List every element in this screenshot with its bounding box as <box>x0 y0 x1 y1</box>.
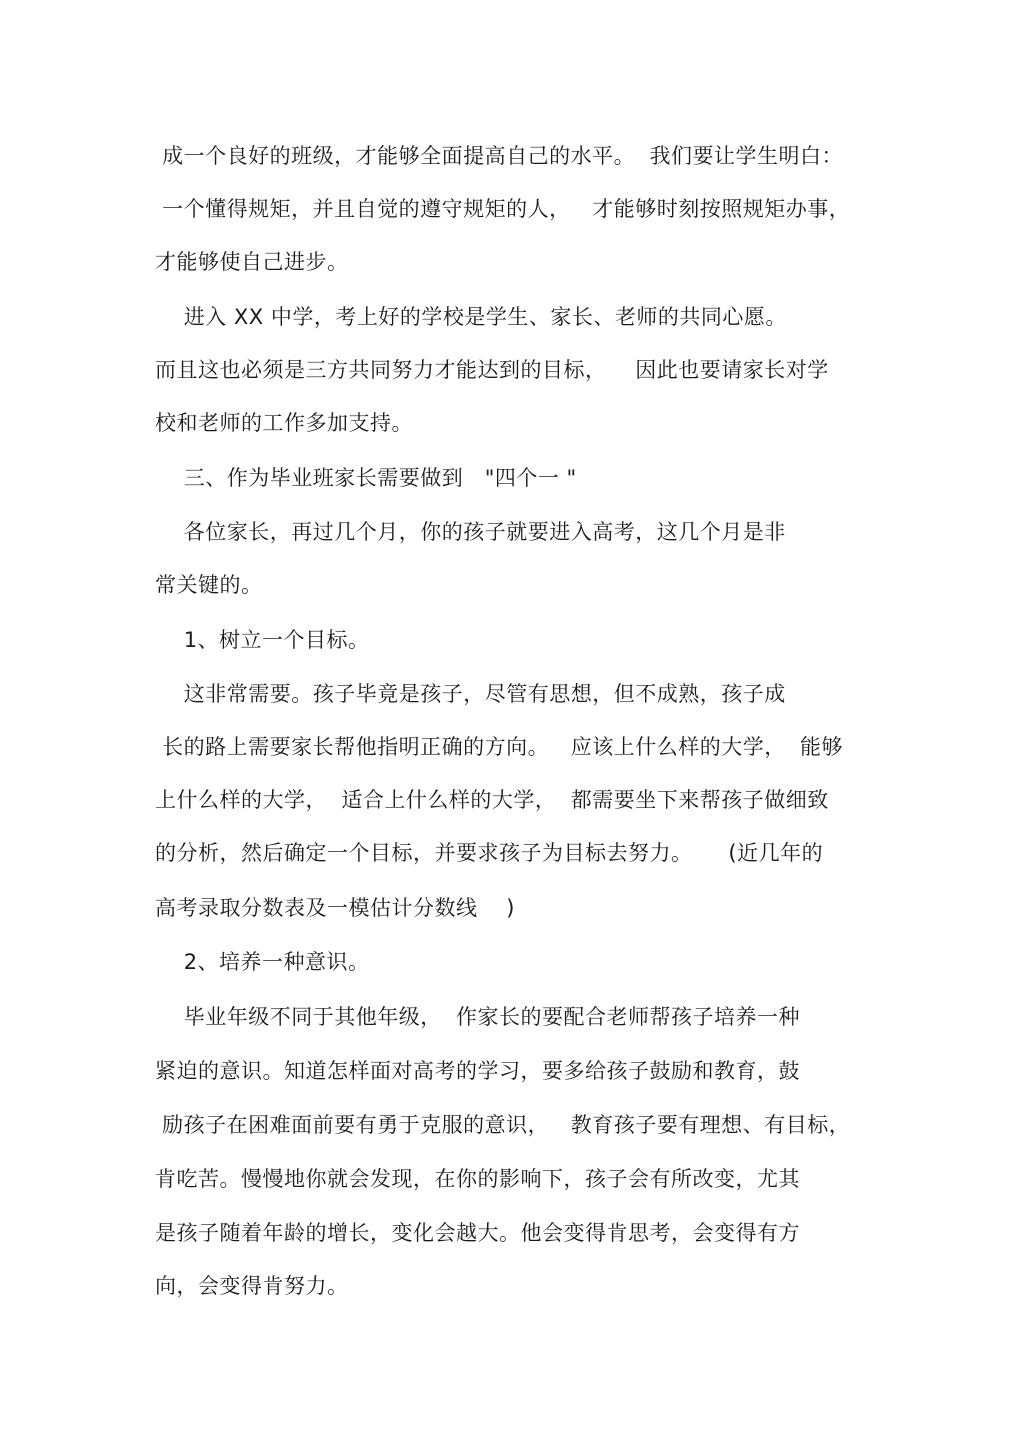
text-line: 紧迫的意识。知道怎样面对高考的学习，要多给孩子鼓励和教育，鼓 <box>155 1059 800 1083</box>
text-line: 的分析，然后确定一个目标，并要求孩子为目标去努力。 (近几年的 <box>155 841 824 865</box>
text-line: 励孩子在困难面前要有勇于克服的意识， 教育孩子要有理想、有目标， <box>155 1113 851 1137</box>
text-line: 一个懂得规矩，并且自觉的遵守规矩的人， 才能够时刻按照规矩办事， <box>155 197 851 221</box>
text-line: 长的路上需要家长帮他指明正确的方向。 应该上什么样的大学， 能够 <box>155 735 844 759</box>
text-line: 高考录取分数表及一模估计分数线 ) <box>155 896 515 920</box>
text-line: 各位家长，再过几个月，你的孩子就要进入高考，这几个月是非 <box>155 520 786 544</box>
text-line: 1、树立一个目标。 <box>155 628 370 652</box>
text-line: 而且这也必须是三方共同努力才能达到的目标， 因此也要请家长对学 <box>155 358 829 382</box>
text-line: 三、作为毕业班家长需要做到 "四个一 " <box>155 466 577 490</box>
text-line: 上什么样的大学， 适合上什么样的大学， 都需要坐下来帮孩子做细致 <box>155 788 829 812</box>
text-line: 向，会变得肯努力。 <box>155 1274 349 1298</box>
text-line: 才能够使自己进步。 <box>155 250 349 274</box>
text-line: 2、培养一种意识。 <box>155 950 370 974</box>
text-line: 进入 XX 中学，考上好的学校是学生、家长、老师的共同心愿。 <box>155 305 787 329</box>
text-line: 这非常需要。孩子毕竟是孩子，尽管有思想，但不成熟，孩子成 <box>155 682 786 706</box>
text-line: 是孩子随着年龄的增长，变化会越大。他会变得肯思考，会变得有方 <box>155 1221 800 1245</box>
text-line: 毕业年级不同于其他年级， 作家长的要配合老师帮孩子培养一种 <box>155 1005 801 1029</box>
text-line: 成一个良好的班级，才能够全面提高自己的水平。 我们要让学生明白： <box>155 144 844 168</box>
text-line: 校和老师的工作多加支持。 <box>155 411 413 435</box>
text-line: 肯吃苦。慢慢地你就会发现，在你的影响下，孩子会有所改变，尤其 <box>155 1167 800 1191</box>
text-line: 常关键的。 <box>155 573 263 597</box>
